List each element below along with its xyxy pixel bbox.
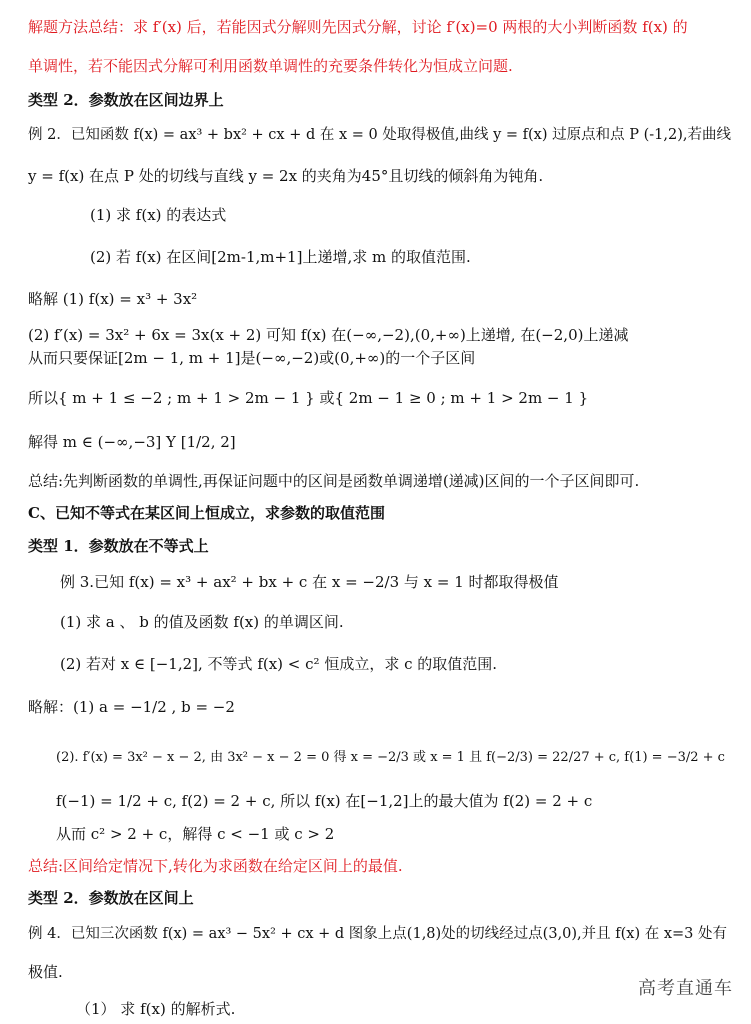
- section-heading-type1: 类型 1．参数放在不等式上: [28, 537, 209, 555]
- watermark-text: 高考直通车: [638, 978, 733, 999]
- example4-question-1: （1） 求 f(x) 的解析式.: [76, 1000, 236, 1018]
- solution3-line-1: 略解：(1) a = −1/2 , b = −2: [28, 698, 235, 716]
- example3-question-1: (1) 求 a 、 b 的值及函数 f(x) 的单调区间.: [60, 613, 344, 631]
- summary3: 总结:区间给定情况下,转化为求函数在给定区间上的最值.: [28, 857, 403, 875]
- example4-line-2: 极值.: [28, 963, 63, 981]
- summary2: 总结:先判断函数的单调性,再保证问题中的区间是函数单调递增(递减)区间的一个子区间即可.: [28, 472, 640, 490]
- example2-question-2: (2) 若 f(x) 在区间[2m-1,m+1]上递增,求 m 的取值范围.: [90, 248, 471, 266]
- example2-line-2: y = f(x) 在点 P 处的切线与直线 y = 2x 的夹角为45°且切线的倾斜角为钝角.: [28, 167, 544, 185]
- solution2-line-1: 略解 (1) f(x) = x³ + 3x²: [28, 290, 198, 308]
- solution3-line-2: (2). f′(x) = 3x² − x − 2, 由 3x² − x − 2 = 0 得 x = −2/3 或 x = 1 且 f(−2/3) = 22/27 + c, f(1) = −3/2 + c: [56, 750, 725, 765]
- section-heading-C: C、已知不等式在某区间上恒成立，求参数的取值范围: [28, 504, 385, 522]
- section-heading-type2-interval: 类型 2．参数放在区间上: [28, 889, 194, 907]
- example2-line-1: 例 2．已知函数 f(x) = ax³ + bx² + cx + d 在 x = 0 处取得极值,曲线 y = f(x) 过原点和点 P (-1,2),若曲线: [28, 127, 731, 143]
- example3-question-2: (2) 若对 x ∈ [−1,2], 不等式 f(x) < c² 恒成立，求 c 的取值范围.: [60, 655, 498, 673]
- solution3-line-3: f(−1) = 1/2 + c, f(2) = 2 + c, 所以 f(x) 在[−1,2]上的最大值为 f(2) = 2 + c: [56, 792, 593, 810]
- solution2-line-3: 从而只要保证[2m − 1, m + 1]是(−∞,−2)或(0,+∞)的一个子区间: [28, 349, 476, 367]
- solution2-system: 所以{ m + 1 ≤ −2 ; m + 1 > 2m − 1 } 或{ 2m − 1 ≥ 0 ; m + 1 > 2m − 1 }: [28, 389, 589, 407]
- solution3-line-4: 从而 c² > 2 + c，解得 c < −1 或 c > 2: [56, 825, 335, 843]
- example2-question-1: (1) 求 f(x) 的表达式: [90, 206, 227, 224]
- solution2-line-2: (2) f′(x) = 3x² + 6x = 3x(x + 2) 可知 f(x) 在(−∞,−2),(0,+∞)上递增, 在(−2,0)上递减: [28, 326, 629, 344]
- summary-line-2: 单调性，若不能因式分解可利用函数单调性的充要条件转化为恒成立问题.: [28, 57, 513, 75]
- solution2-result: 解得 m ∈ (−∞,−3] Y [1/2, 2]: [28, 433, 236, 451]
- example4-line-1: 例 4．已知三次函数 f(x) = ax³ − 5x² + cx + d 图象上点(1,8)处的切线经过点(3,0),并且 f(x) 在 x=3 处有: [28, 926, 728, 942]
- summary-line-1: 解题方法总结：求 f′(x) 后，若能因式分解则先因式分解，讨论 f′(x)=0 两根的大小判断函数 f(x) 的: [28, 18, 688, 36]
- section-heading-type2: 类型 2．参数放在区间边界上: [28, 91, 224, 109]
- example3-line-1: 例 3.已知 f(x) = x³ + ax² + bx + c 在 x = −2/3 与 x = 1 时都取得极值: [60, 573, 559, 591]
